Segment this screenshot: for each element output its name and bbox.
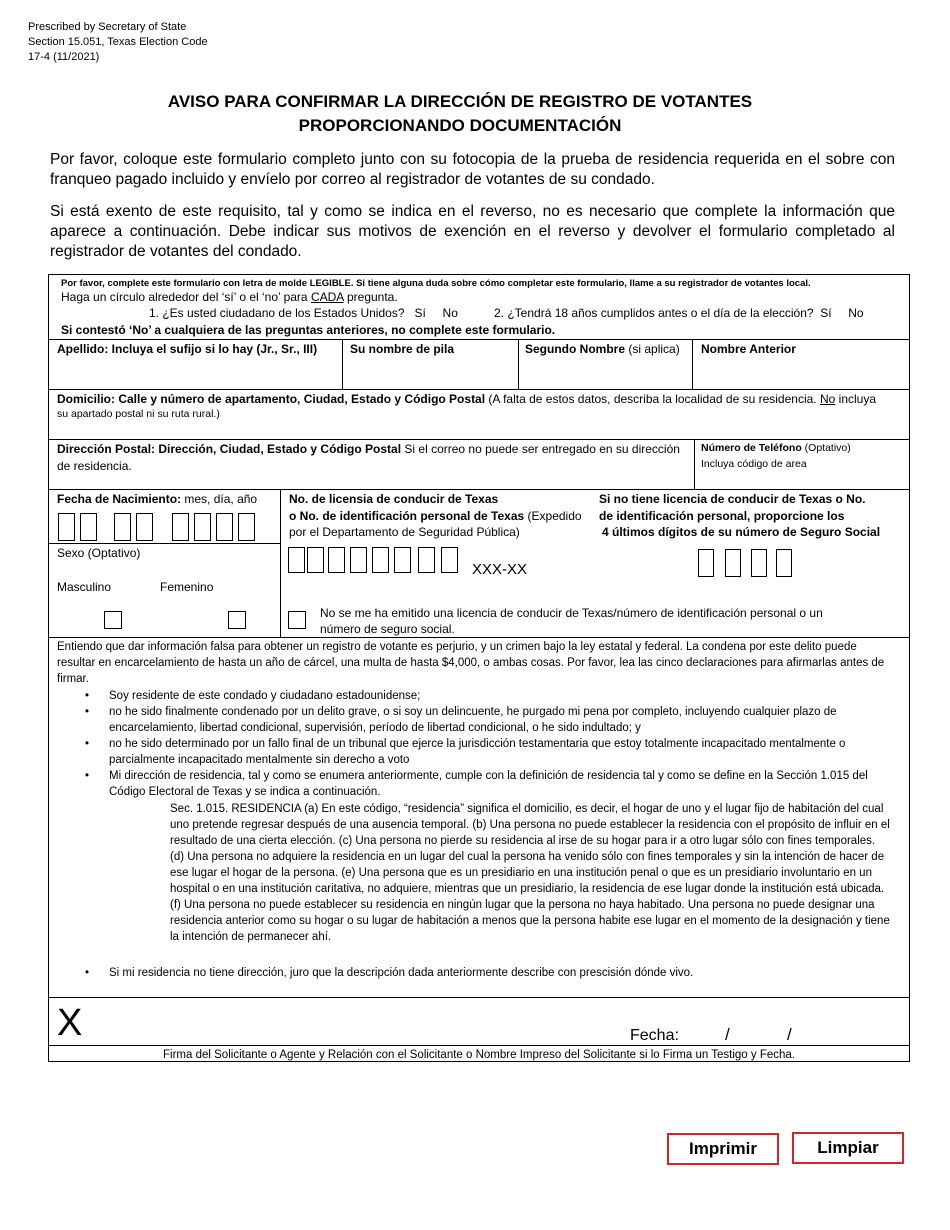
age-no-option[interactable]: No — [848, 306, 864, 320]
perjury-warning: Entiendo que dar información falsa para obtener un registro de votante es perjurio, y un crimen bajo la ley estatal y federal. La condena por este delito puede resultar en encarcelamiento de hasta un año de cárcel, una multa de hasta $4,000, o ambas cosas. Por favor, lea las cinco declaraciones para afirmarlas antes de firmar. — [57, 641, 885, 685]
license-label-3: por el Departamento de Seguridad Pública) — [289, 525, 520, 539]
birth-month-digit-1[interactable] — [58, 513, 75, 541]
residence-label: Domicilio: Calle y número de apartamento, Ciudad, Estado y Código Postal (A falta de estos datos, describa la localidad de su residencia. No incluya — [57, 392, 877, 406]
circle-instruction: Haga un círculo alrededor del ‘sí’ o el ‘no’ para CADA pregunta. — [61, 290, 398, 304]
citizen-no-option[interactable]: No — [442, 306, 458, 320]
affirmation-no-address: • Si mi residencia no tiene dirección, juro que la descripción dada anteriormente describe con prescisión dónde vivo. — [85, 965, 899, 981]
birth-month-digit-2[interactable] — [80, 513, 97, 541]
form-header — [28, 20, 208, 65]
affirmation-list-2 — [85, 965, 899, 981]
affirmation-incapacity: • no he sido determinado por un fallo final de un tribunal que ejerce la jurisdicción testamentaria que estoy totalmente incapacitado mentalmente o parcialmente incapacitado mentalmente sin derecho a voto — [85, 736, 899, 768]
signature-caption: Firma del Solicitante o Agente y Relación con el Solicitante o Nombre Impreso del Solicitante si lo Firma un Testigo y Fecha. — [163, 1049, 795, 1061]
age-yes-option[interactable]: Sí — [820, 306, 832, 320]
mailing-note: de residencia. — [57, 459, 132, 473]
voter-form — [48, 274, 910, 1062]
citizen-yes-option[interactable]: Sí — [414, 306, 426, 320]
ssn-label-1: Si no tiene licencia de conducir de Texas o No. — [599, 492, 866, 506]
birth-date-label: Fecha de Nacimiento: mes, día, año — [57, 492, 258, 506]
no-license-checkbox[interactable] — [288, 611, 306, 629]
date-field[interactable] — [685, 1023, 905, 1043]
prescribed-line: Prescribed by Secretary of State — [28, 21, 187, 33]
intro-paragraph-1: Por favor, coloque este formulario completo junto con su fotocopia de la prueba de residencia requerida en el sobre con franqueo pagado incluido y envíelo por correo al registrador de votantes de su condado. — [50, 151, 895, 188]
ssn-digit-2[interactable] — [725, 549, 741, 577]
license-digit-5[interactable] — [372, 547, 389, 573]
date-separator-1: / — [725, 1025, 730, 1044]
license-digit-8[interactable] — [441, 547, 458, 573]
affirmation-felony: • no he sido finalmente condenado por un delito grave, o si soy un delincuente, he purgado mi pena por completo, incluyendo cualquier plazo de encarcelamiento, libertad condicional, supervisión, período de libertad condicional, o he sido indultado; y — [85, 704, 899, 736]
last-name-label: Apellido: Incluya el sufijo si lo hay (Jr., Sr., III) — [57, 342, 318, 356]
birth-year-digit-1[interactable] — [172, 513, 189, 541]
female-checkbox[interactable] — [228, 611, 246, 629]
intro-paragraph-2: Si está exento de este requisito, tal y como se indica en el reverso, no es necesario que complete la información que aparece a continuación. Debe indicar sus motivos de exención en el reverso y devolver el formulario completado al registrador de votantes del condado. — [50, 203, 895, 260]
male-label: Masculino — [57, 580, 112, 594]
signature-mark: X — [57, 1002, 83, 1044]
phone-field[interactable] — [697, 472, 907, 487]
birth-day-digit-2[interactable] — [136, 513, 153, 541]
clear-button[interactable]: Limpiar — [792, 1132, 904, 1164]
page-title — [60, 90, 860, 138]
female-label: Femenino — [160, 580, 214, 594]
mailing-address-field[interactable] — [51, 475, 691, 487]
signature-field[interactable] — [109, 1001, 619, 1043]
ssn-label-3: 4 últimos dígitos de su número de Seguro Social — [602, 525, 881, 539]
license-digit-7[interactable] — [418, 547, 435, 573]
code-section-line: Section 15.051, Texas Election Code — [28, 36, 208, 48]
license-digit-1[interactable] — [288, 547, 305, 573]
no-license-text-2: número de seguro social. — [320, 622, 455, 636]
ssn-digit-3[interactable] — [751, 549, 767, 577]
birth-year-digit-3[interactable] — [216, 513, 233, 541]
birth-year-digit-4[interactable] — [238, 513, 255, 541]
date-label: Fecha: — [630, 1027, 679, 1044]
ssn-digit-1[interactable] — [698, 549, 714, 577]
birth-day-digit-1[interactable] — [114, 513, 131, 541]
middle-name-label: Segundo Nombre (si aplica) — [525, 342, 680, 356]
eligibility-instructions: Por favor, complete este formulario con letra de molde LEGIBLE. Si tiene alguna duda sobre cómo completar este formulario, llame a su registrador de votantes local. — [61, 278, 811, 289]
ssn-digit-4[interactable] — [776, 549, 792, 577]
license-digit-2[interactable] — [307, 547, 324, 573]
residence-address-field[interactable] — [51, 421, 907, 437]
phone-label: Número de Teléfono (Optativo) — [701, 442, 851, 454]
no-license-text-1: No se me ha emitido una licencia de conducir de Texas/número de identificación personal o un — [320, 606, 823, 620]
gender-label: Sexo (Optativo) — [57, 546, 141, 560]
middle-name-field[interactable] — [521, 359, 689, 387]
ssn-label-2: de identificación personal, proporcione los — [599, 509, 845, 523]
license-digit-6[interactable] — [394, 547, 411, 573]
first-name-field[interactable] — [345, 359, 515, 387]
affirmation-address: • Mi dirección de residencia, tal y como se enumera anteriormente, cumple con la definición de residencia tal y como se define en la Sección 1.015 del Código Electoral de Texas y se indica a continuación. — [85, 768, 899, 800]
print-button[interactable]: Imprimir — [667, 1133, 779, 1165]
male-checkbox[interactable] — [104, 611, 122, 629]
date-separator-2: / — [787, 1025, 792, 1044]
residence-note: su apartado postal ni su ruta rural.) — [57, 408, 220, 420]
affirmation-list — [85, 688, 899, 800]
former-name-label: Nombre Anterior — [701, 342, 796, 356]
ssn-prefix-mask: XXX-XX — [472, 561, 528, 578]
title-line-1: AVISO PARA CONFIRMAR LA DIRECCIÓN DE REGISTRO DE VOTANTES — [167, 92, 753, 111]
license-digit-4[interactable] — [350, 547, 367, 573]
title-line-2: PROPORCIONANDO DOCUMENTACIÓN — [298, 116, 622, 135]
affirmation-residency: • Soy residente de este condado y ciudadano estadounidense; — [85, 688, 899, 704]
license-digit-3[interactable] — [328, 547, 345, 573]
license-label-1: No. de licensia de conducir de Texas — [289, 492, 499, 506]
question-age: 2. ¿Tendrá 18 años cumplidos antes o el día de la elección? Sí No — [494, 306, 864, 320]
former-name-field[interactable] — [695, 359, 907, 387]
first-name-label: Su nombre de pila — [350, 342, 455, 356]
question-citizen: 1. ¿Es usted ciudadano de los Estados Unidos? Sí No — [149, 306, 458, 320]
phone-note: Incluya código de area — [701, 458, 807, 470]
form-number: 17-4 (11/2021) — [28, 51, 100, 63]
license-label-2: o No. de identificación personal de Texas (Expedido — [289, 509, 582, 523]
mailing-label: Dirección Postal: Dirección, Ciudad, Estado y Código Postal Si el correo no puede ser entregado en su dirección — [57, 442, 680, 456]
residence-definition: Sec. 1.015. RESIDENCIA (a) En este código, “residencia” significa el domicilio, es decir, el hogar de uno y el lugar fijo de habitación del cual uno pretende regresar después de una ausencia temporal. (b) Una persona no puede establecer la residencia con el propósito de influir en el resultado de una cierta elección. (c) Una persona no pierde su residencia al irse de su hogar para ir a otro lugar sólo con fines temporales. (d) Una persona no adquiere la residencia en un lugar del cual la persona ha venido sólo con fines temporales y sin la intención de hacer de ese lugar el hogar de la persona. (e) Una persona que es un presidiario en una institución penal o que es un presidiario involuntario en un hospital o en una institución caritativa, no adquiere, mientras que un presidiario, la residencia de ese lugar donde la institución está ubicada. (f) Una persona no puede establecer su residencia en ningún lugar que la persona no haya habitado. Una persona no puede designar una residencia anterior como su hogar o su lugar de habitación a menos que la persona habite ese lugar en el momento de la designación y tiene la intención de permanecer ahí. — [170, 803, 890, 943]
birth-year-digit-2[interactable] — [194, 513, 211, 541]
eligibility-warning: Si contestó ‘No’ a cualquiera de las preguntas anteriores, no complete este formulario. — [61, 323, 556, 337]
last-name-field[interactable] — [51, 359, 339, 387]
